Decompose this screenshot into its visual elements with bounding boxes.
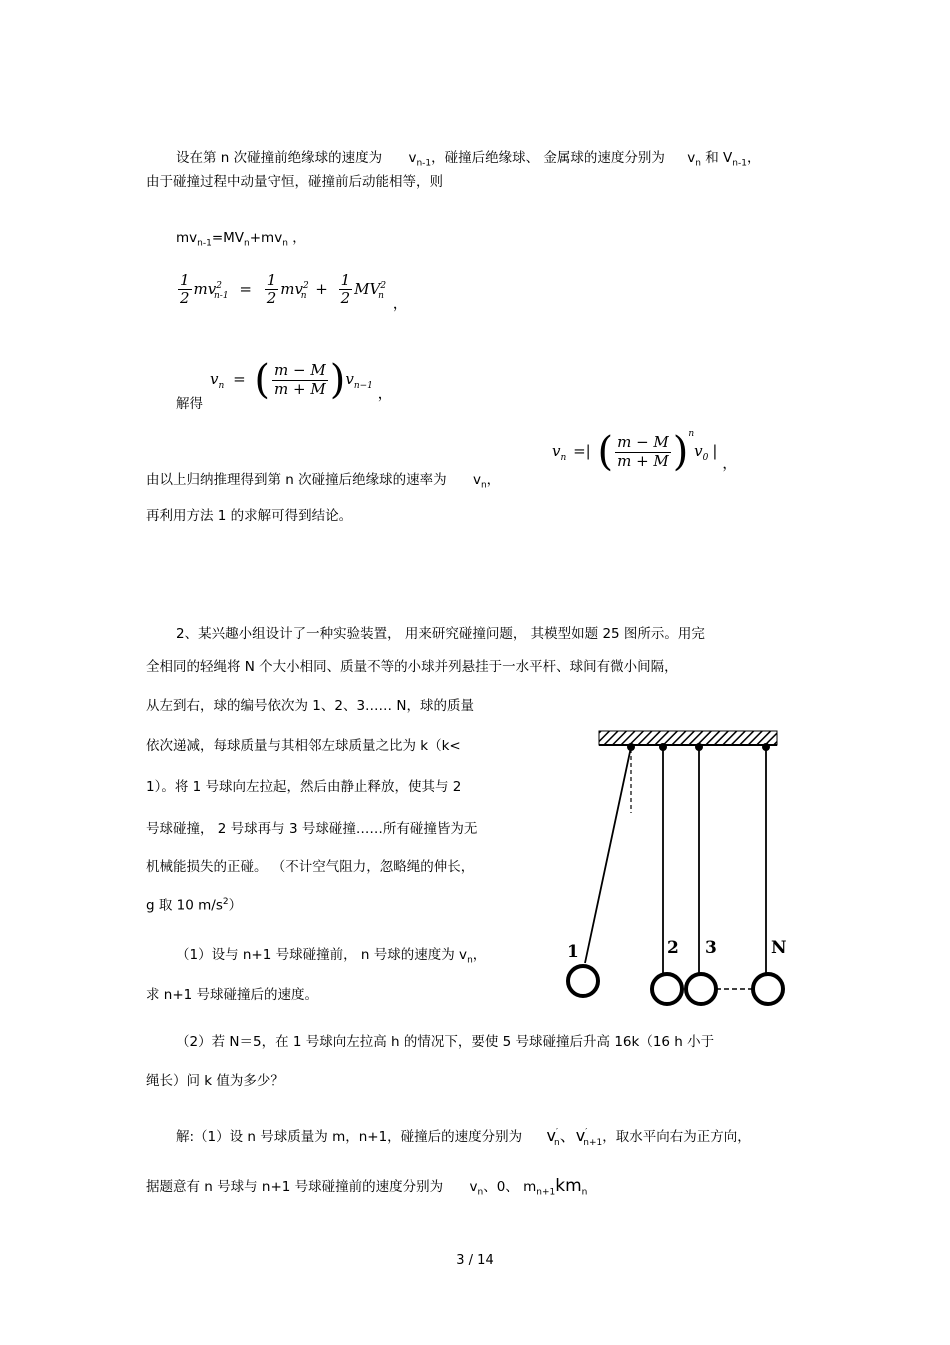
solution-line2: 据题意有 n 号球与 n+1 号球碰撞前的速度分别为 $v_n$、0、 $m_{n+1}km_n$ — [146, 1176, 588, 1198]
momentum-equation: $mv_{n-1}=MV_n+mv_n$ ， — [176, 230, 306, 249]
velocity-primes: $v'_n$、$v'_{n+1}$ — [546, 1126, 603, 1149]
ceiling-bar — [599, 731, 777, 745]
question2-line2: 全相同的轻绳将 N 个大小相同、质量不等的小球并列悬挂于一水平杆、球间有微小间隔， — [146, 659, 678, 675]
conclusion-line: 再利用方法 1 的求解可得到结论。 — [146, 508, 353, 524]
velocity-solution: $v_n$ = ( $\frac{m - M}{m + M}$ )$v_{n-1}$ ， — [210, 357, 393, 403]
ball-2 — [652, 974, 682, 1004]
label-ball-2: 2 — [667, 938, 679, 958]
question2-line1: 2、某兴趣小组设计了一种实验装置， 用来研究碰撞问题， 其模型如题 25 图所示。用完 — [176, 626, 705, 642]
para1-line1 — [176, 150, 760, 169]
string-1 — [585, 747, 631, 963]
fraction-half: $\frac{1}{2}$ — [180, 271, 190, 308]
pendulum-figure — [555, 725, 795, 1010]
subquestion2-line2: 绳长）问 k 值为多少？ — [146, 1073, 284, 1089]
label-ball-N: N — [771, 938, 787, 958]
label-jiede: 解得 — [176, 396, 203, 412]
label-ball-3: 3 — [705, 938, 717, 958]
subquestion2-line1: （2）若 N＝5，在 1 号球向左拉高 h 的情况下，要使 5 号球碰撞后升高 16k（16 h 小于 — [176, 1034, 715, 1050]
question2-line7: 机械能损失的正碰。 （不计空气阻力，忽略绳的伸长， — [146, 859, 475, 875]
question2-line5: 1）。将 1 号球向左拉起，然后由静止释放，使其与 2 — [146, 779, 462, 795]
subquestion1-line2: 求 n+1 号球碰撞后的速度。 — [146, 987, 319, 1003]
label-ball-1: 1 — [567, 942, 579, 962]
question2-line3: 从左到右，球的编号依次为 1、2、3…… N，球的质量 — [146, 698, 474, 714]
var-Vn1: 和 $V_{n-1}$ — [705, 150, 747, 169]
induction-line: 由以上归纳推理得到第 n 次碰撞后绝缘球的速率为 $v_n$， — [146, 472, 501, 491]
question2-line6: 号球碰撞， 2 号球再与 3 号球碰撞……所有碰撞皆为无 — [146, 821, 478, 837]
question2-line8: g 取 10 $m/s^2$） — [146, 897, 243, 914]
ball-1 — [568, 966, 598, 996]
speed-formula: $v_n$ =| ( $\frac{m - M}{m + M}$ )$^nv_0$ | ， — [552, 429, 738, 475]
solution-line1: 解:（1）设 n 号球质量为 m，n+1，碰撞后的速度分别为 $v'_n$、$v'_{n+1}$，取水平向右为正方向， — [176, 1126, 751, 1149]
fraction-half: $\frac{1}{2}$ — [266, 271, 277, 308]
energy-equation: $\frac{1}{2}$ $mv^2_{n-1}$ = $\frac{1}{2}$ $mv^2_n$ + $\frac{1}{2}$ $MV^2_n$ ， — [180, 271, 408, 312]
var-vn: $v_n$ — [687, 150, 701, 169]
text: ， — [746, 150, 761, 166]
para1-line2: 由于碰撞过程中动量守恒，碰撞前后动能相等，则 — [146, 174, 443, 190]
var-v: $v_{n-1}$ — [408, 150, 432, 169]
text: ，碰撞后绝缘球、 金属球的速度分别为 — [431, 150, 665, 166]
ball-N — [753, 974, 783, 1004]
subquestion1-line1: （1）设与 n+1 号球碰撞前， n 号球的速度为 $v_n$， — [176, 947, 487, 966]
ball-3 — [686, 974, 716, 1004]
question2-line4: 依次递减，每球质量与其相邻左球质量之比为 k（k< — [146, 738, 461, 754]
fraction-half: $\frac{1}{2}$ — [340, 271, 351, 308]
page-number: 3 / 14 — [456, 1253, 494, 1268]
text: 设在第 n 次碰撞前绝缘球的速度为 — [176, 150, 383, 166]
